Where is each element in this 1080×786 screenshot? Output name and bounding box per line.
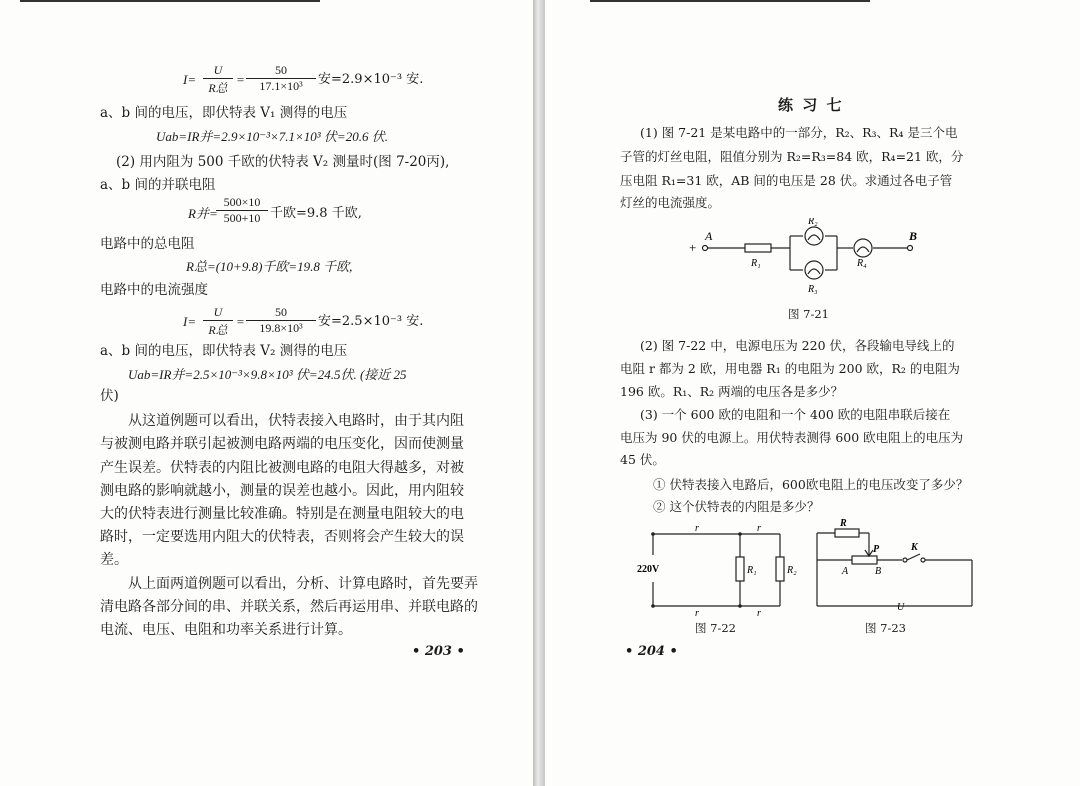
fraction: $\frac{50}{\text{19.8×10³}}$ xyxy=(246,305,316,336)
top-rule xyxy=(590,0,870,2)
label-r-bottom-1: r xyxy=(695,608,699,617)
fraction: $\frac{50}{\text{17.1×10³}}$ xyxy=(246,63,316,94)
label-r-bottom-2: r xyxy=(757,608,761,617)
top-rule xyxy=(20,0,320,2)
text-line: a、b 间的并联电阻 xyxy=(100,177,216,193)
fraction: U R总 xyxy=(203,63,233,96)
label-b: B xyxy=(875,566,882,577)
label-r: R xyxy=(840,518,847,529)
figure-7-23 xyxy=(807,516,982,614)
label-r-top-1: r xyxy=(695,523,699,534)
label-r1: R₁ xyxy=(747,565,757,576)
label-r2: R₂ xyxy=(787,565,797,576)
book-gutter xyxy=(533,0,545,786)
label-p: P xyxy=(873,544,880,555)
figure-caption-7-22: 图 7-22 xyxy=(695,621,736,635)
label-a: A xyxy=(842,566,849,577)
equation-uab-1: Uab=IR并=2.9×10⁻³×7.1×10³ 伏=20.6 伏. xyxy=(156,129,388,144)
eq-result: 安=2.9×10⁻³ 安. xyxy=(318,72,424,87)
item-2-text: (2) 用内阻为 500 千欧的伏特表 V₂ 测量时(图 7-20丙), xyxy=(116,154,450,170)
label-r2: R₂ xyxy=(808,218,818,227)
eq-sign: = xyxy=(236,72,245,87)
total-resistance-equation: R总=(10+9.8)千欧=19.8 千欧, xyxy=(186,259,353,274)
eq-lhs: I= xyxy=(183,72,197,87)
rheostat-ab xyxy=(852,556,877,564)
label-r4: R₄ xyxy=(857,258,867,269)
plus-sign: + xyxy=(689,240,697,255)
text-line: 电路中的总电阻 xyxy=(100,236,195,252)
right-page: 练 习 七 (1) 图 7-21 是某电路中的一部分，R₂、R₃、R₄ 是三个电 子管的灯丝电阻，阻值分别为 R₂=R₃=84 欧，R₄=21 欧，分 压电阻 R₁=31 欧，AB 间的电压是 28 伏。求通过各电子管 灯丝的电流强度。 + A B R₁ R₂ R₃ R₄ 图 7-21 (2) 图 7-22 中，电源电压为 220 伏，各段输电导线上的 电阻 r 都为 2 欧，用电器 R₁ 的电阻为 200 欧，R₂ 的电阻为 196 欧。R₁、R₂ 两端的电压各是多少？ (3) 一个 600 欧的电阻和一个 400 欧的电阻串联后接在 电压为 90 伏的电源上。用伏特表测得 600 欧电阻上的电压为 45 伏。 ① 伏特表接入电路后，600欧电阻上的电压改变了多少？ ② 这个伏特表的内阻是多少？ 220V r r r r R₁ R₂ 图 7-22 R P A B K U 图 7-23 • 204 • xyxy=(545,0,1080,786)
text-line: 伏) xyxy=(100,388,119,404)
equation-uab-2: Uab=IR并=2.5×10⁻³×9.8×10³ 伏=24.5伏. (接近 25 xyxy=(128,367,407,382)
tube-r3 xyxy=(805,261,823,279)
resistor-r xyxy=(835,529,859,537)
tube-r4 xyxy=(854,239,872,257)
text-line: 电路中的电流强度 xyxy=(100,282,208,298)
fraction: $\frac{500\times 10}{500+10}$ xyxy=(216,195,268,226)
voltage-label: 220V xyxy=(637,564,660,575)
figure-7-22 xyxy=(635,522,805,617)
text-line: a、b 间的电压，即伏特表 V₂ 测得的电压 xyxy=(100,343,348,359)
resistor-r2 xyxy=(776,557,784,581)
text-line: a、b 间的电压，即伏特表 V₁ 测得的电压 xyxy=(100,105,348,121)
label-k: K xyxy=(911,542,918,553)
label-r3: R₃ xyxy=(808,284,818,295)
label-r1: R₁ xyxy=(751,258,761,269)
label-b: B xyxy=(909,229,918,243)
left-page: I= U R总 = $\frac{50}{\text{17.1×10³}}$ 安=2.9×10⁻³ 安. a、b 间的电压，即伏特表 V₁ 测得的电压 Uab=IR并=2.9×10⁻³×7.1×10³ 伏=20.6 伏. (2) 用内阻为 500 千欧的伏特表 V₂ 测量时(图 7-20丙), a、b 间的并联电阻 R并= $\frac{500\times 10}{500+10}$ 千欧=9.8 千欧, 电路中的总电阻 R总=(10+9.8)千欧=19.8 千欧, 电路中的电流强度 I= U R总 = $\frac{50}{\text{19.8×10³}}$ 安=2.5×10⁻³ 安. a、b 间的电压，即伏特表 V₂ 测得的电压 Uab=IR并=2.5×10⁻³×9.8×10³ 伏=24.5伏. (接近 25 伏) 从这道例题可以看出，伏特表接入电路时，由于其内阻 与被测电路并联引起被测电路两端的电压变化，因而使测量 产生误差。伏特表的内阻比被测电路的电阻大得越多，对被 测电路的影响就越小，测量的误差也越小。因此，用内阻较 大的伏特表进行测量比较准确。特别是在测量电阻较大的电 路时，一定要选用内阻大的伏特表，否则将会产生较大的误 差。 从上面两道例题可以看出，分析、计算电路时，首先要弄 清电路各部分间的串、并联关系，然后再运用串、并联电路的 电流、电压、电阻和功率关系进行计算。 • 203 • xyxy=(0,0,533,786)
figure-caption-7-21: 图 7-21 xyxy=(788,307,829,321)
page-number: • 203 • xyxy=(412,644,465,659)
tube-r2 xyxy=(805,227,823,245)
resistor-r1 xyxy=(745,244,771,252)
label-u: U xyxy=(897,602,905,613)
exercise-title: 练 习 七 xyxy=(778,96,844,114)
fraction: U R总 xyxy=(203,305,233,338)
label-a: A xyxy=(705,229,713,243)
figure-caption-7-23: 图 7-23 xyxy=(865,621,906,635)
label-r-top-2: r xyxy=(757,523,761,534)
page-number: • 204 • xyxy=(625,644,678,659)
resistor-r1 xyxy=(736,557,744,581)
switch-k xyxy=(907,554,920,560)
